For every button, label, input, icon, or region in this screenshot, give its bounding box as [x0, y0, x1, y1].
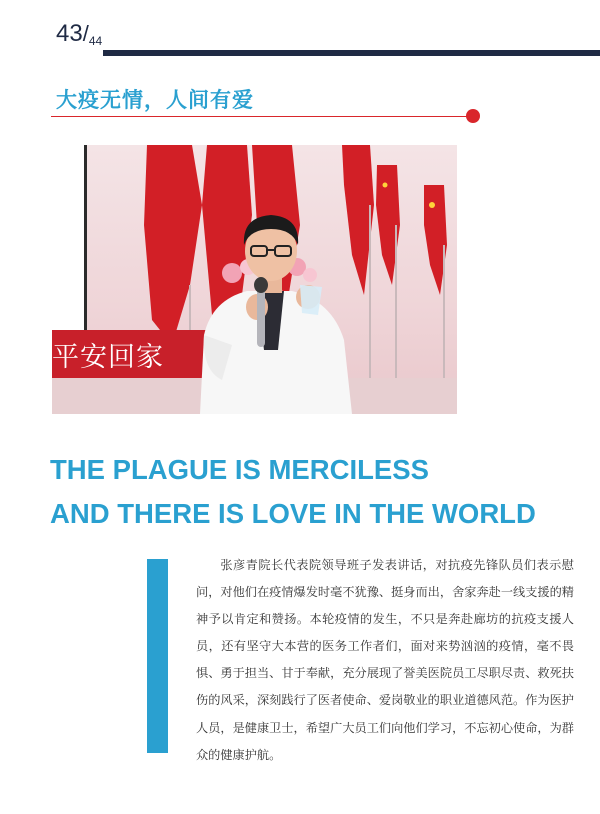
header-rule	[103, 50, 600, 56]
photo-banner-text: 平安回家	[52, 342, 164, 373]
english-title	[50, 448, 590, 536]
page-number-total: 44	[88, 34, 103, 48]
english-title-line-2: AND THERE IS LOVE IN THE WORLD	[50, 498, 536, 529]
page-number	[56, 20, 102, 48]
side-accent-bar	[147, 559, 168, 753]
page-number-current: 43	[56, 20, 83, 47]
speaker-illustration	[52, 145, 457, 414]
photo-speaker	[52, 145, 457, 414]
english-title-line-1: THE PLAGUE IS MERCILESS	[50, 454, 429, 485]
chinese-title: 大疫无情，人间有爱	[56, 88, 254, 112]
page-number-slash: /	[82, 21, 89, 46]
title-dot	[466, 109, 480, 123]
page-header	[0, 0, 600, 60]
body-paragraph: 张彦青院长代表院领导班子发表讲话，对抗疫先锋队员们表示慰问，对他们在疫情爆发时毫不犹豫、挺身而出，舍家奔赴一线支援的精神予以肯定和赞扬。本轮疫情的发生，不只是奔赴廊坊的抗疫支援人员，还有坚守大本营的医务工作者们，面对来势汹汹的疫情，毫不畏惧、勇于担当、甘于奉献，充分展现了誉美医院员工尽职尽责、救死扶伤的风采，深刻践行了医者使命、爱岗敬业的职业道德风范。作为医护人员，是健康卫士，希望广大员工们向他们学习，不忘初心使命，为群众的健康护航。	[196, 558, 574, 762]
title-underline	[51, 116, 469, 117]
